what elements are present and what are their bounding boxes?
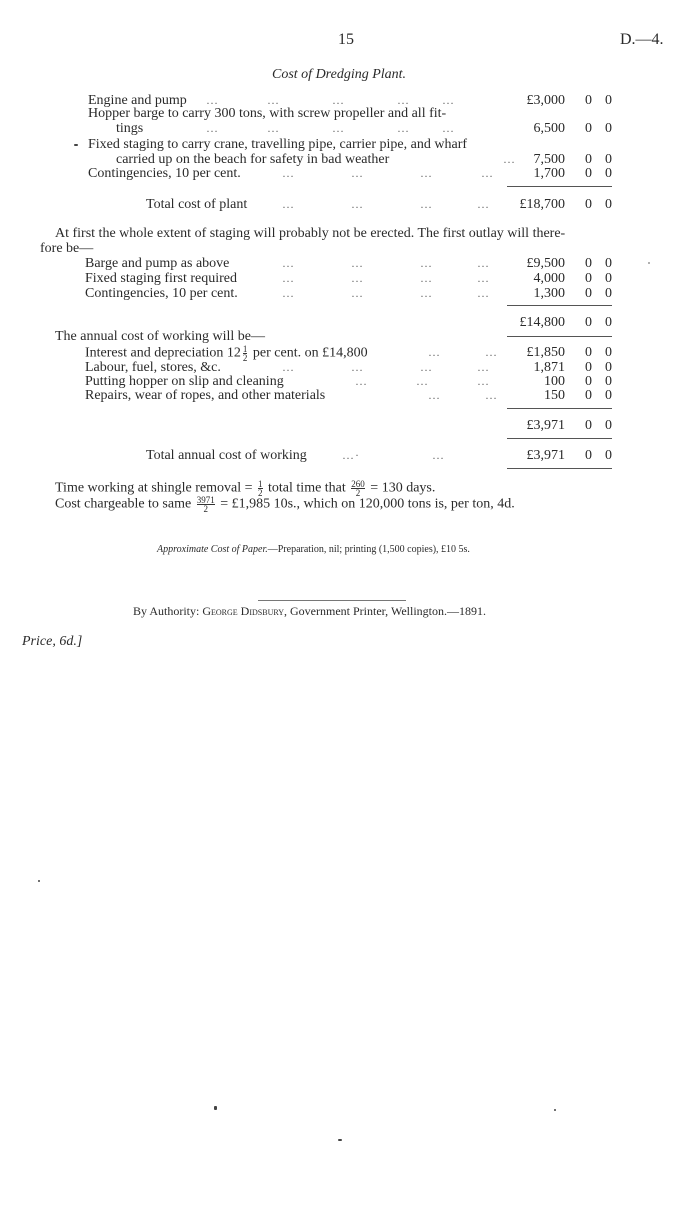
sum-rule xyxy=(507,186,612,187)
annual-item-pence: 0 xyxy=(605,345,612,360)
sum-rule xyxy=(507,438,612,439)
leader-dots: … … … … … xyxy=(206,93,455,107)
summary-text: total time that xyxy=(264,480,350,496)
outlay-item-pence: 0 xyxy=(605,286,612,301)
annual-item-pence: 0 xyxy=(605,388,612,403)
plant-item-shillings: 0 xyxy=(585,93,592,108)
annual-item-label-text: Interest and depreciation 12 xyxy=(85,345,241,361)
annual-item-amount: £1,850 xyxy=(526,345,565,360)
approximate-cost-note xyxy=(157,544,470,556)
annual-item-label: Putting hopper on slip and cleaning xyxy=(85,374,284,389)
outlay-item-label: Contingencies, 10 per cent. xyxy=(85,286,238,301)
summary-text: Cost chargeable to same xyxy=(55,496,195,512)
annual-item-shillings: 0 xyxy=(585,360,592,375)
annual-total-pence: 0 xyxy=(605,448,612,463)
summary-text: = 130 days. xyxy=(366,480,436,496)
plant-total-pence: 0 xyxy=(605,197,612,212)
printer-imprint xyxy=(133,604,486,618)
fraction-denominator: 2 xyxy=(258,488,263,498)
annual-item-label-text: per cent. on £14,800 xyxy=(249,345,368,361)
sum-rule xyxy=(507,336,612,337)
annual-item-label: Labour, fuel, stores, &c. xyxy=(85,360,221,375)
fraction xyxy=(258,480,263,497)
footer-divider xyxy=(258,600,406,601)
outlay-item-amount: 4,000 xyxy=(533,271,565,286)
page-number: 15 xyxy=(338,31,354,48)
document-reference: D.—4. xyxy=(620,31,664,48)
outlay-total-pence: 0 xyxy=(605,315,612,330)
printer-name: George Didsbury xyxy=(202,604,285,618)
leader-dots: … … … … xyxy=(282,166,494,180)
plant-item-label-continued: tings xyxy=(116,121,144,136)
sum-rule xyxy=(507,408,612,409)
imprint-prefix: By Authority: xyxy=(133,604,203,618)
scan-speck xyxy=(214,1106,217,1110)
section-title: Cost of Dredging Plant. xyxy=(272,67,407,82)
outlay-item-shillings: 0 xyxy=(585,271,592,286)
summary-text: Time working at shingle removal = xyxy=(55,480,257,496)
fraction-denominator: 2 xyxy=(203,504,208,514)
leader-dots: … … … … xyxy=(282,256,490,270)
plant-item-label: Hopper barge to carry 300 tons, with screw propeller and all fit- xyxy=(88,106,447,121)
outlay-total-shillings: 0 xyxy=(585,315,592,330)
plant-item-pence: 0 xyxy=(605,152,612,167)
leader-dots: … … xyxy=(428,388,498,402)
annual-total-amount: £3,971 xyxy=(526,448,565,463)
annual-total-shillings: 0 xyxy=(585,448,592,463)
leader-dots: … … … … … xyxy=(206,121,455,135)
annual-total-label: Total annual cost of working xyxy=(146,448,307,463)
imprint-suffix: , Government Printer, Wellington.—1891. xyxy=(284,604,486,618)
first-outlay-intro-continued: fore be— xyxy=(40,241,94,256)
summary-time-working xyxy=(55,480,435,497)
outlay-item-pence: 0 xyxy=(605,271,612,286)
leader-dots: … xyxy=(503,152,516,166)
price-note: Price, 6d.] xyxy=(22,634,83,649)
approximate-cost-label: Approximate Cost of Paper. xyxy=(157,544,268,555)
plant-item-amount: 1,700 xyxy=(533,166,565,181)
annual-subtotal-pence: 0 xyxy=(605,418,612,433)
plant-item-shillings: 0 xyxy=(585,121,592,136)
fraction xyxy=(351,480,365,497)
annual-subtotal-amount: £3,971 xyxy=(526,418,565,433)
plant-total-amount: £18,700 xyxy=(519,197,565,212)
plant-item-pence: 0 xyxy=(605,121,612,136)
summary-cost-chargeable xyxy=(55,496,515,513)
scan-speck xyxy=(554,1109,556,1111)
annual-item-shillings: 0 xyxy=(585,388,592,403)
fraction xyxy=(243,345,248,362)
fraction-numerator: 260 xyxy=(351,479,365,489)
annual-item-label: Repairs, wear of ropes, and other materials xyxy=(85,388,326,403)
plant-item-shillings: 0 xyxy=(585,166,592,181)
annual-item-pence: 0 xyxy=(605,360,612,375)
plant-item-label: Fixed staging to carry crane, travelling pipe, carrier pipe, and wharf xyxy=(88,137,468,152)
leader-dots: … … … … xyxy=(282,197,490,211)
plant-total-shillings: 0 xyxy=(585,197,592,212)
plant-item-label-continued: carried up on the beach for safety in bad weather xyxy=(116,152,390,167)
outlay-item-amount: £9,500 xyxy=(526,256,565,271)
sum-rule xyxy=(507,468,612,469)
fraction xyxy=(197,496,215,513)
outlay-item-pence: 0 xyxy=(605,256,612,271)
annual-subtotal-shillings: 0 xyxy=(585,418,592,433)
approximate-cost-text: —Preparation, nil; printing (1,500 copies), £10 5s. xyxy=(267,544,470,555)
leader-dots: … … … … xyxy=(282,360,490,374)
plant-item-shillings: 0 xyxy=(585,152,592,167)
annual-item-shillings: 0 xyxy=(585,374,592,389)
annual-item-amount: 1,871 xyxy=(533,360,565,375)
annual-item-amount: 100 xyxy=(544,374,565,389)
outlay-item-amount: 1,300 xyxy=(533,286,565,301)
plant-item-amount: 7,500 xyxy=(533,152,565,167)
scan-speck xyxy=(74,144,78,146)
annual-item-amount: 150 xyxy=(544,388,565,403)
first-outlay-intro: At first the whole extent of staging will probably not be erected. The first outlay will there- xyxy=(55,226,566,241)
annual-intro: The annual cost of working will be— xyxy=(55,329,265,344)
plant-item-amount: 6,500 xyxy=(533,121,565,136)
plant-item-label: Contingencies, 10 per cent. xyxy=(88,166,241,181)
fraction-numerator: 1 xyxy=(242,344,248,354)
leader-dots: … … xyxy=(428,345,498,359)
outlay-item-shillings: 0 xyxy=(585,286,592,301)
plant-item-pence: 0 xyxy=(605,166,612,181)
leader-dots: …· … xyxy=(342,448,445,462)
leader-dots: … … … … xyxy=(282,286,490,300)
leader-dots: … … … … xyxy=(282,271,490,285)
annual-item-shillings: 0 xyxy=(585,345,592,360)
scan-speck xyxy=(338,1139,342,1141)
fraction-denominator: 2 xyxy=(242,353,248,363)
scan-speck xyxy=(38,880,40,882)
plant-item-label: Engine and pump xyxy=(88,93,187,108)
outlay-item-shillings: 0 xyxy=(585,256,592,271)
plant-total-label: Total cost of plant xyxy=(146,197,248,212)
outlay-item-label: Barge and pump as above xyxy=(85,256,230,271)
scan-speck xyxy=(648,262,650,264)
outlay-total-amount: £14,800 xyxy=(519,315,565,330)
plant-item-pence: 0 xyxy=(605,93,612,108)
fraction-denominator: 2 xyxy=(355,488,361,498)
summary-text: = £1,985 10s., which on 120,000 tons is, per ton, 4d. xyxy=(216,496,515,512)
fraction-numerator: 1 xyxy=(258,479,263,489)
outlay-item-label: Fixed staging first required xyxy=(85,271,238,286)
fraction-numerator: 3971 xyxy=(196,495,215,505)
plant-item-amount: £3,000 xyxy=(526,93,565,108)
sum-rule xyxy=(507,305,612,306)
leader-dots: … … … xyxy=(355,374,490,388)
annual-item-pence: 0 xyxy=(605,374,612,389)
